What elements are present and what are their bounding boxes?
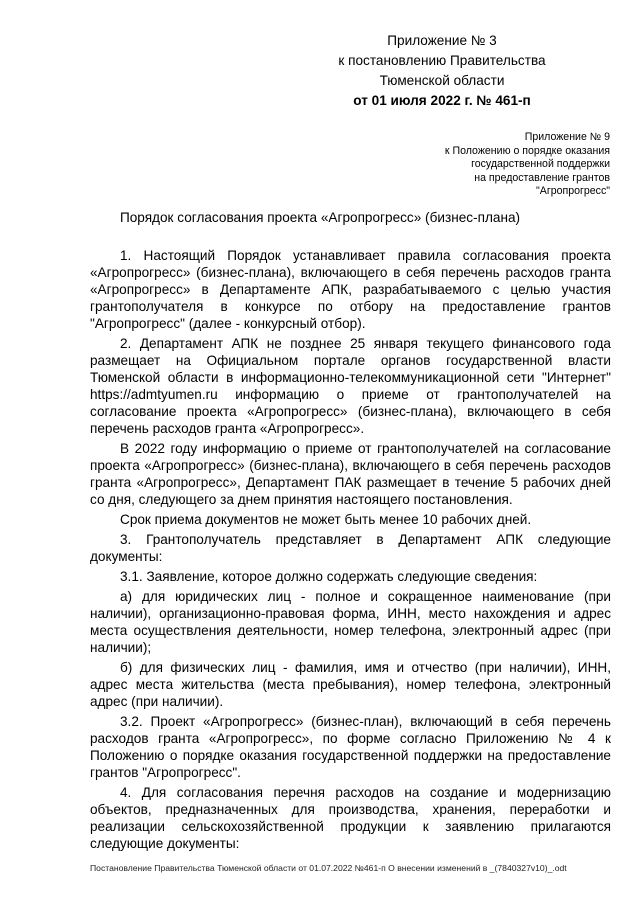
appendix-reference: к постановлению Правительства	[338, 53, 546, 68]
paragraph-3-1-b: б) для физических лиц - фамилия, имя и отчество (при наличии), ИНН, адрес места жительства (места пребывания), номер телефона, электронный адрес (при наличии).	[90, 660, 611, 709]
document-title: Порядок согласования проекта «Агропрогресс» (бизнес-плана)	[119, 210, 521, 225]
paragraph-deadline: Срок приема документов не может быть менее 10 рабочих дней.	[120, 512, 532, 527]
paragraph-3-1-a: а) для юридических лиц - полное и сокращенное наименование (при наличии), организационно-правовая форма, ИНН, место нахождения и адрес места осуществления деятельности, номер телефона, электронный адрес (при наличии);	[90, 589, 611, 655]
paragraph-1: 1. Настоящий Порядок устанавливает правила согласования проекта «Агропрогресс» (бизнес-плана), включающего в себя перечень расходов гранта «Агропрогресс» в Департаменте АПК, разрабатываемого с целью участия грантополучателя в конкурсе по отбору на предоставление грантов "Агропрогресс" (далее - конкурсный отбор).	[90, 248, 611, 331]
paragraph-3: 3. Грантополучатель представляет в Департамент АПК следующие документы:	[90, 532, 611, 564]
sub-appendix-line-3: государственной поддержки	[471, 158, 610, 171]
sub-appendix-line-2: к Положению о порядке оказания	[444, 144, 610, 157]
paragraph-2: 2. Департамент АПК не позднее 25 января текущего финансового года размещает на Официальном портале органов государственной власти Тюменской области в информационно-телекоммуникационной сети "Интернет" https://admtyumen.ru информацию о приеме от грантополучателей на согласование проекта «Агропрогресс» (бизнес-плана), включающего в себя перечень расходов гранта «Агропрогресс».	[90, 336, 611, 436]
sub-appendix-number: Приложение № 9	[524, 131, 610, 143]
resolution-date: от 01 июля 2022 г. № 461-п	[353, 93, 531, 108]
paragraph-3-1: 3.1. Заявление, которое должно содержать следующие сведения:	[120, 569, 538, 584]
paragraph-3-2: 3.2. Проект «Агропрогресс» (бизнес-план), включающий в себя перечень расходов гранта «Агропрогресс», по форме согласно Приложению № 4 к Положению о порядке оказания государственной поддержки на предоставление грантов "Агропрогресс".	[90, 714, 611, 780]
appendix-number: Приложение № 3	[387, 33, 497, 48]
appendix-header	[292, 31, 592, 111]
sub-appendix-line-5: "Агропрогресс"	[536, 185, 610, 198]
appendix-region: Тюменской области	[379, 73, 505, 88]
document-body	[90, 247, 611, 855]
sub-appendix-line-4: на предоставление грантов	[474, 171, 610, 184]
page-footer: Постановление Правительства Тюменской области от 01.07.2022 №461-п О внесении изменений в _(7840327v10)_.odt	[90, 863, 567, 873]
paragraph-4: 4. Для согласования перечня расходов на создание и модернизацию объектов, предназначенных для производства, хранения, переработки и реализации сельскохозяйственной продукции к заявлению прилагаются следующие документы:	[90, 785, 611, 851]
paragraph-2-continued: В 2022 году информацию о приеме от грантополучателей на согласование проекта «Агропрогресс» (бизнес-плана), включающего в себя перечень расходов гранта «Агропрогресс», Департамент ПАК размещает в течение 5 рабочих дней со дня, следующего за днем принятия настоящего постановления.	[90, 441, 611, 507]
sub-appendix-header	[350, 131, 610, 199]
